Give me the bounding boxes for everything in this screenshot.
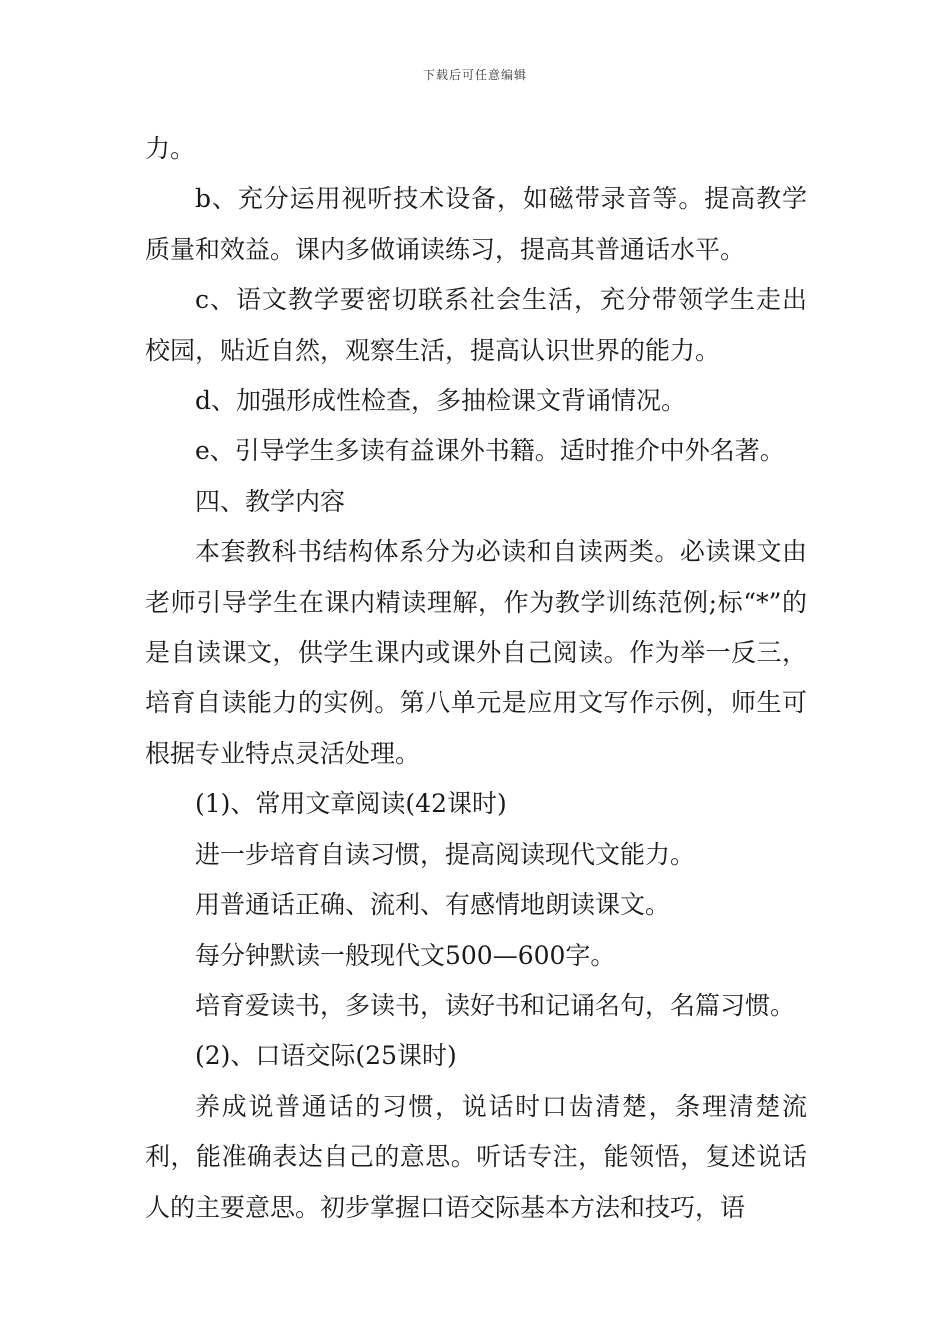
paragraph-reading-goal-3: 每分钟默读一般现代文500—600字。 [195,940,616,970]
subheading-oral-communication: (2)、口语交际(25课时) [195,1041,457,1071]
paragraph-continuation: 力。 [145,134,196,163]
paragraph-reading-goal-2: 用普通话正确、流利、有感情地朗读课文。 [195,890,671,920]
paragraph-item-d: d、加强形成性检查，多抽检课文背诵情况。 [195,386,687,416]
paragraph-item-b: b、充分运用视听技术设备，如磁带录音等。提高教学质量和效益。课内多做诵读练习，提高其普通话水平。 [145,184,807,264]
section-heading-teaching-content: 四、教学内容 [195,486,346,516]
paragraph-reading-goal-4: 培育爱读书，多读书，读好书和记诵名句，名篇习惯。 [195,990,796,1020]
paragraph-oral-goal: 养成说普通话的习惯，说话时口齿清楚，条理清楚流利，能准确表达自己的意思。听话专注，能领悟，复述说话人的主要意思。初步掌握口语交际基本方法和技巧，语 [145,1091,807,1222]
paragraph-reading-goal-1: 进一步培育自读习惯，提高阅读现代文能力。 [195,839,696,869]
subheading-reading: (1)、常用文章阅读(42课时) [195,789,507,819]
paragraph-textbook-structure: 本套教科书结构体系分为必读和自读两类。必读课文由老师引导学生在课内精读理解，作为教学训练范例;标“*”的是自读课文，供学生课内或课外自己阅读。作为举一反三，培育自读能力的实例。第八单元是应用文写作示例，师生可根据专业特点灵活处理。 [145,537,807,768]
paragraph-item-c: c、语文教学要密切联系社会生活，充分带领学生走出校园，贴近自然，观察生活，提高认识世界的能力。 [145,285,807,365]
paragraph-item-e: e、引导学生多读有益课外书籍。适时推介中外名著。 [195,436,785,466]
page-header: 下载后可任意编辑 [422,68,527,82]
document-body [145,124,807,1233]
